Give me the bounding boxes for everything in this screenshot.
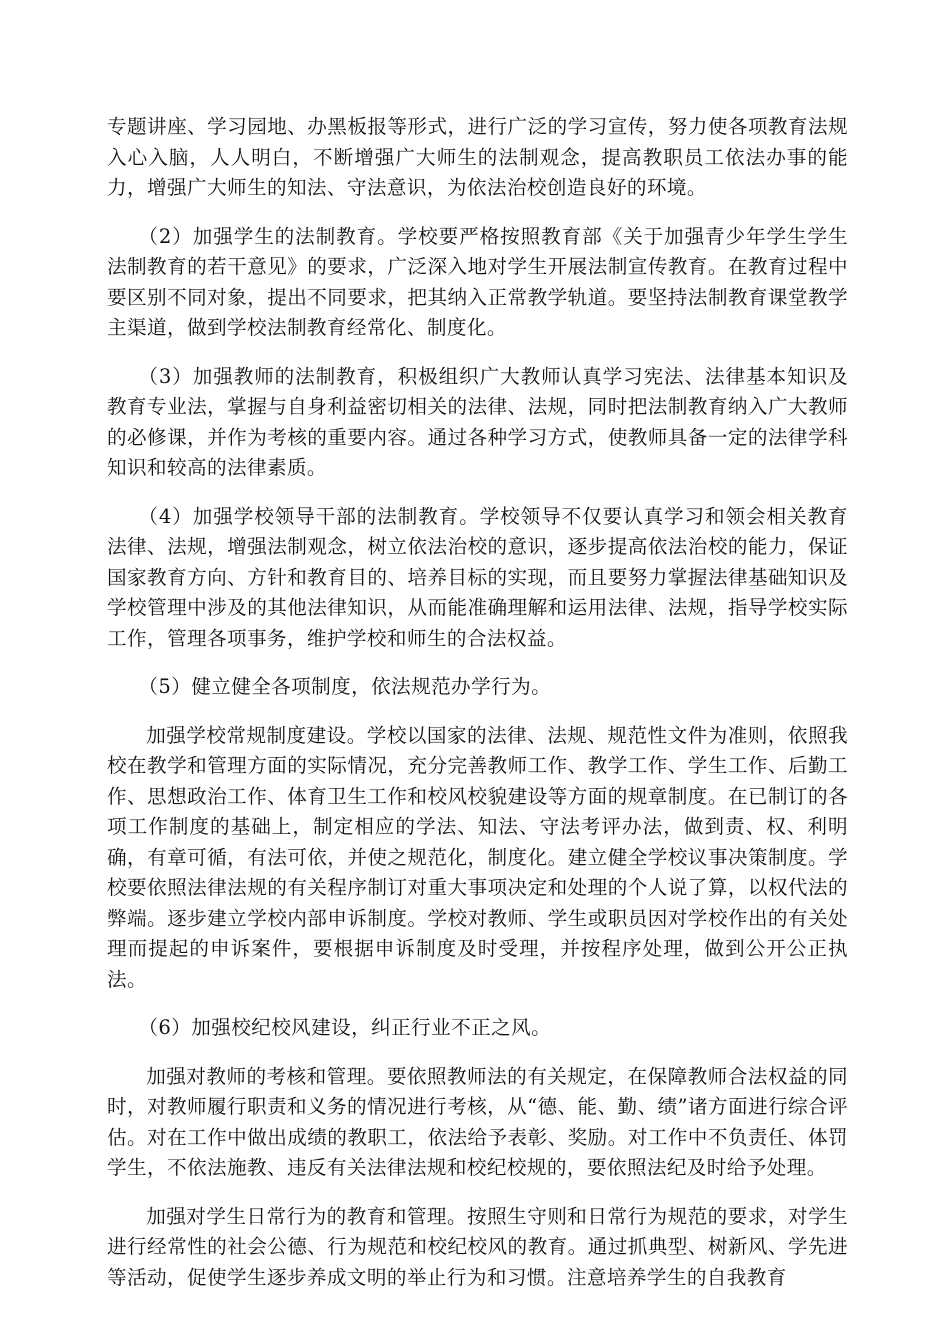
- paragraph-leader-legal-education: （4）加强学校领导干部的法制教育。学校领导不仅要认真学习和领会相关教育法律、法规，增强法制观念，树立依法治校的意识，逐步提高依法治校的能力，保证国家教育方向、方针和教育目的、培养目标的实现，而且要努力掌握法律基础知识及学校管理中涉及的其他法律知识，从而能准确理解和运用法律、法规，指导学校实际工作，管理各项事务，维护学校和师生的合法权益。: [107, 504, 848, 650]
- paragraph-legal-publicity: 专题讲座、学习园地、办黑板报等形式，进行广泛的学习宣传，努力使各项教育法规入心入脑，人人明白，不断增强广大师生的法制观念，提高教职员工依法办事的能力，增强广大师生的知法、守法意识，为依法治校创造良好的环境。: [107, 115, 848, 199]
- paragraph-heading-discipline: （6）加强校纪校风建设，纠正行业不正之风。: [138, 1016, 552, 1039]
- paragraph-heading-systems: （5）健立健全各项制度，依法规范办学行为。: [138, 675, 552, 698]
- paragraph-teacher-assessment: 加强对教师的考核和管理。要依照教师法的有关规定，在保障教师合法权益的同时，对教师履行职责和义务的情况进行考核，从“德、能、勤、绩”诸方面进行综合评估。对在工作中做出成绩的教职工，依法给予表彰、奖励。对工作中不负责任、体罚学生，不依法施教、违反有关法律法规和校纪校规的，要依照法纪及时给予处理。: [107, 1064, 848, 1179]
- paragraph-regulation-building: 加强学校常规制度建设。学校以国家的法律、法规、规范性文件为准则，依照我校在教学和管理方面的实际情况，充分完善教师工作、教学工作、学生工作、后勤工作、思想政治工作、体育卫生工作和校风校貌建设等方面的规章制度。在已制订的各项工作制度的基础上，制定相应的学法、知法、守法考评办法，做到责、权、利明确，有章可循，有法可依，并使之规范化，制度化。建立健全学校议事决策制度。学校要依照法律法规的有关程序制订对重大事项决定和处理的个人说了算，以权代法的弊端。逐步建立学校内部申诉制度。学校对教师、学生或职员因对学校作出的有关处理而提起的申诉案件，要根据申诉制度及时受理，并按程序处理，做到公开公正执法。: [107, 723, 848, 991]
- paragraph-student-legal-education: （2）加强学生的法制教育。学校要严格按照教育部《关于加强青少年学生学生法制教育的若干意见》的要求，广泛深入地对学生开展法制宣传教育。在教育过程中要区别不同对象，提出不同要求，把其纳入正常教学轨道。要坚持法制教育课堂教学主渠道，做到学校法制教育经常化、制度化。: [107, 224, 848, 339]
- paragraph-teacher-legal-education: （3）加强教师的法制教育，积极组织广大教师认真学习宪法、法律基本知识及教育专业法，掌握与自身利益密切相关的法律、法规，同时把法制教育纳入广大教师的必修课，并作为考核的重要内容。通过各种学习方式，使教师具备一定的法律学科知识和较高的法律素质。: [107, 364, 848, 479]
- paragraph-student-conduct: 加强对学生日常行为的教育和管理。按照生守则和日常行为规范的要求，对学生进行经常性的社会公德、行为规范和校纪校风的教育。通过抓典型、树新风、学先进等活动，促使学生逐步养成文明的举止行为和习惯。注意培养学生的自我教育: [107, 1204, 848, 1289]
